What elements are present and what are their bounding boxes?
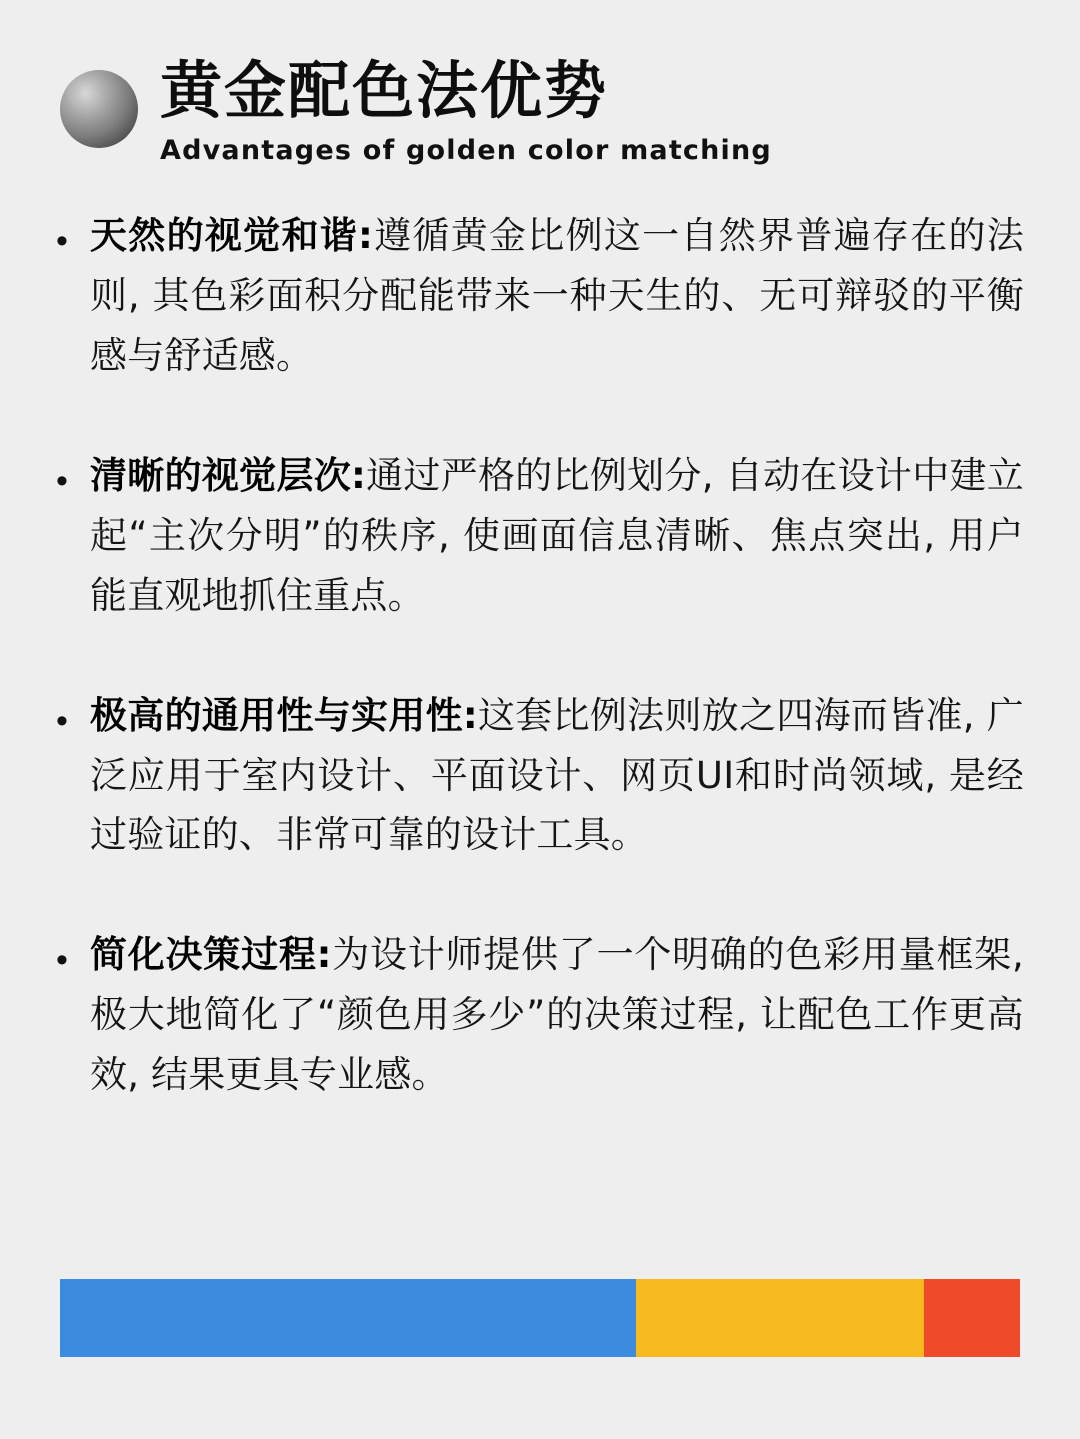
list-item-text: [90, 686, 1024, 866]
advantages-list: [0, 166, 1080, 1105]
list-item-body: 为设计师提供了一个明确的色彩用量框架, 极大地简化了“颜色用多少”的决策过程, 让配色工作更高效, 结果更具专业感。: [90, 933, 1025, 1097]
bullet-marker-icon: •: [56, 941, 68, 980]
list-item-term: 天然的视觉和谐:: [90, 213, 374, 257]
color-segment-accent-red: [924, 1279, 1020, 1357]
list-item-term: 清晰的视觉层次:: [90, 453, 367, 497]
list-item-body: 遵循黄金比例这一自然界普遍存在的法则, 其色彩面积分配能带来一种天生的、无可辩驳的平衡感与舒适感。: [90, 213, 1024, 377]
color-ratio-bar: [60, 1279, 1020, 1357]
bullet-marker-icon: •: [56, 461, 68, 500]
list-item: [56, 206, 1024, 386]
list-item-term: 极高的通用性与实用性:: [90, 693, 478, 737]
page-title: 黄金配色法优势: [160, 54, 609, 127]
color-segment-secondary-yellow: [636, 1279, 924, 1357]
list-item-text: [90, 206, 1024, 386]
list-item-term: 简化决策过程:: [90, 933, 332, 977]
color-segment-primary-blue: [60, 1279, 636, 1357]
list-item-text: [90, 925, 1024, 1105]
list-item-text: [90, 446, 1024, 626]
header-text-group: [160, 54, 772, 166]
bullet-marker-icon: •: [56, 701, 68, 740]
list-item-body: 通过严格的比例划分, 自动在设计中建立起“主次分明”的秩序, 使画面信息清晰、焦点突出, 用户能直观地抓住重点。: [90, 453, 1024, 617]
list-item: [56, 925, 1024, 1105]
page-header: [0, 0, 1080, 166]
sphere-icon: [60, 70, 138, 148]
list-item: [56, 446, 1024, 626]
bullet-marker-icon: •: [56, 221, 68, 260]
list-item: [56, 686, 1024, 866]
page-subtitle: Advantages of golden color matching: [160, 134, 772, 166]
list-item-body: 这套比例法则放之四海而皆准, 广泛应用于室内设计、平面设计、网页UI和时尚领域, 是经过验证的、非常可靠的设计工具。: [90, 693, 1024, 857]
